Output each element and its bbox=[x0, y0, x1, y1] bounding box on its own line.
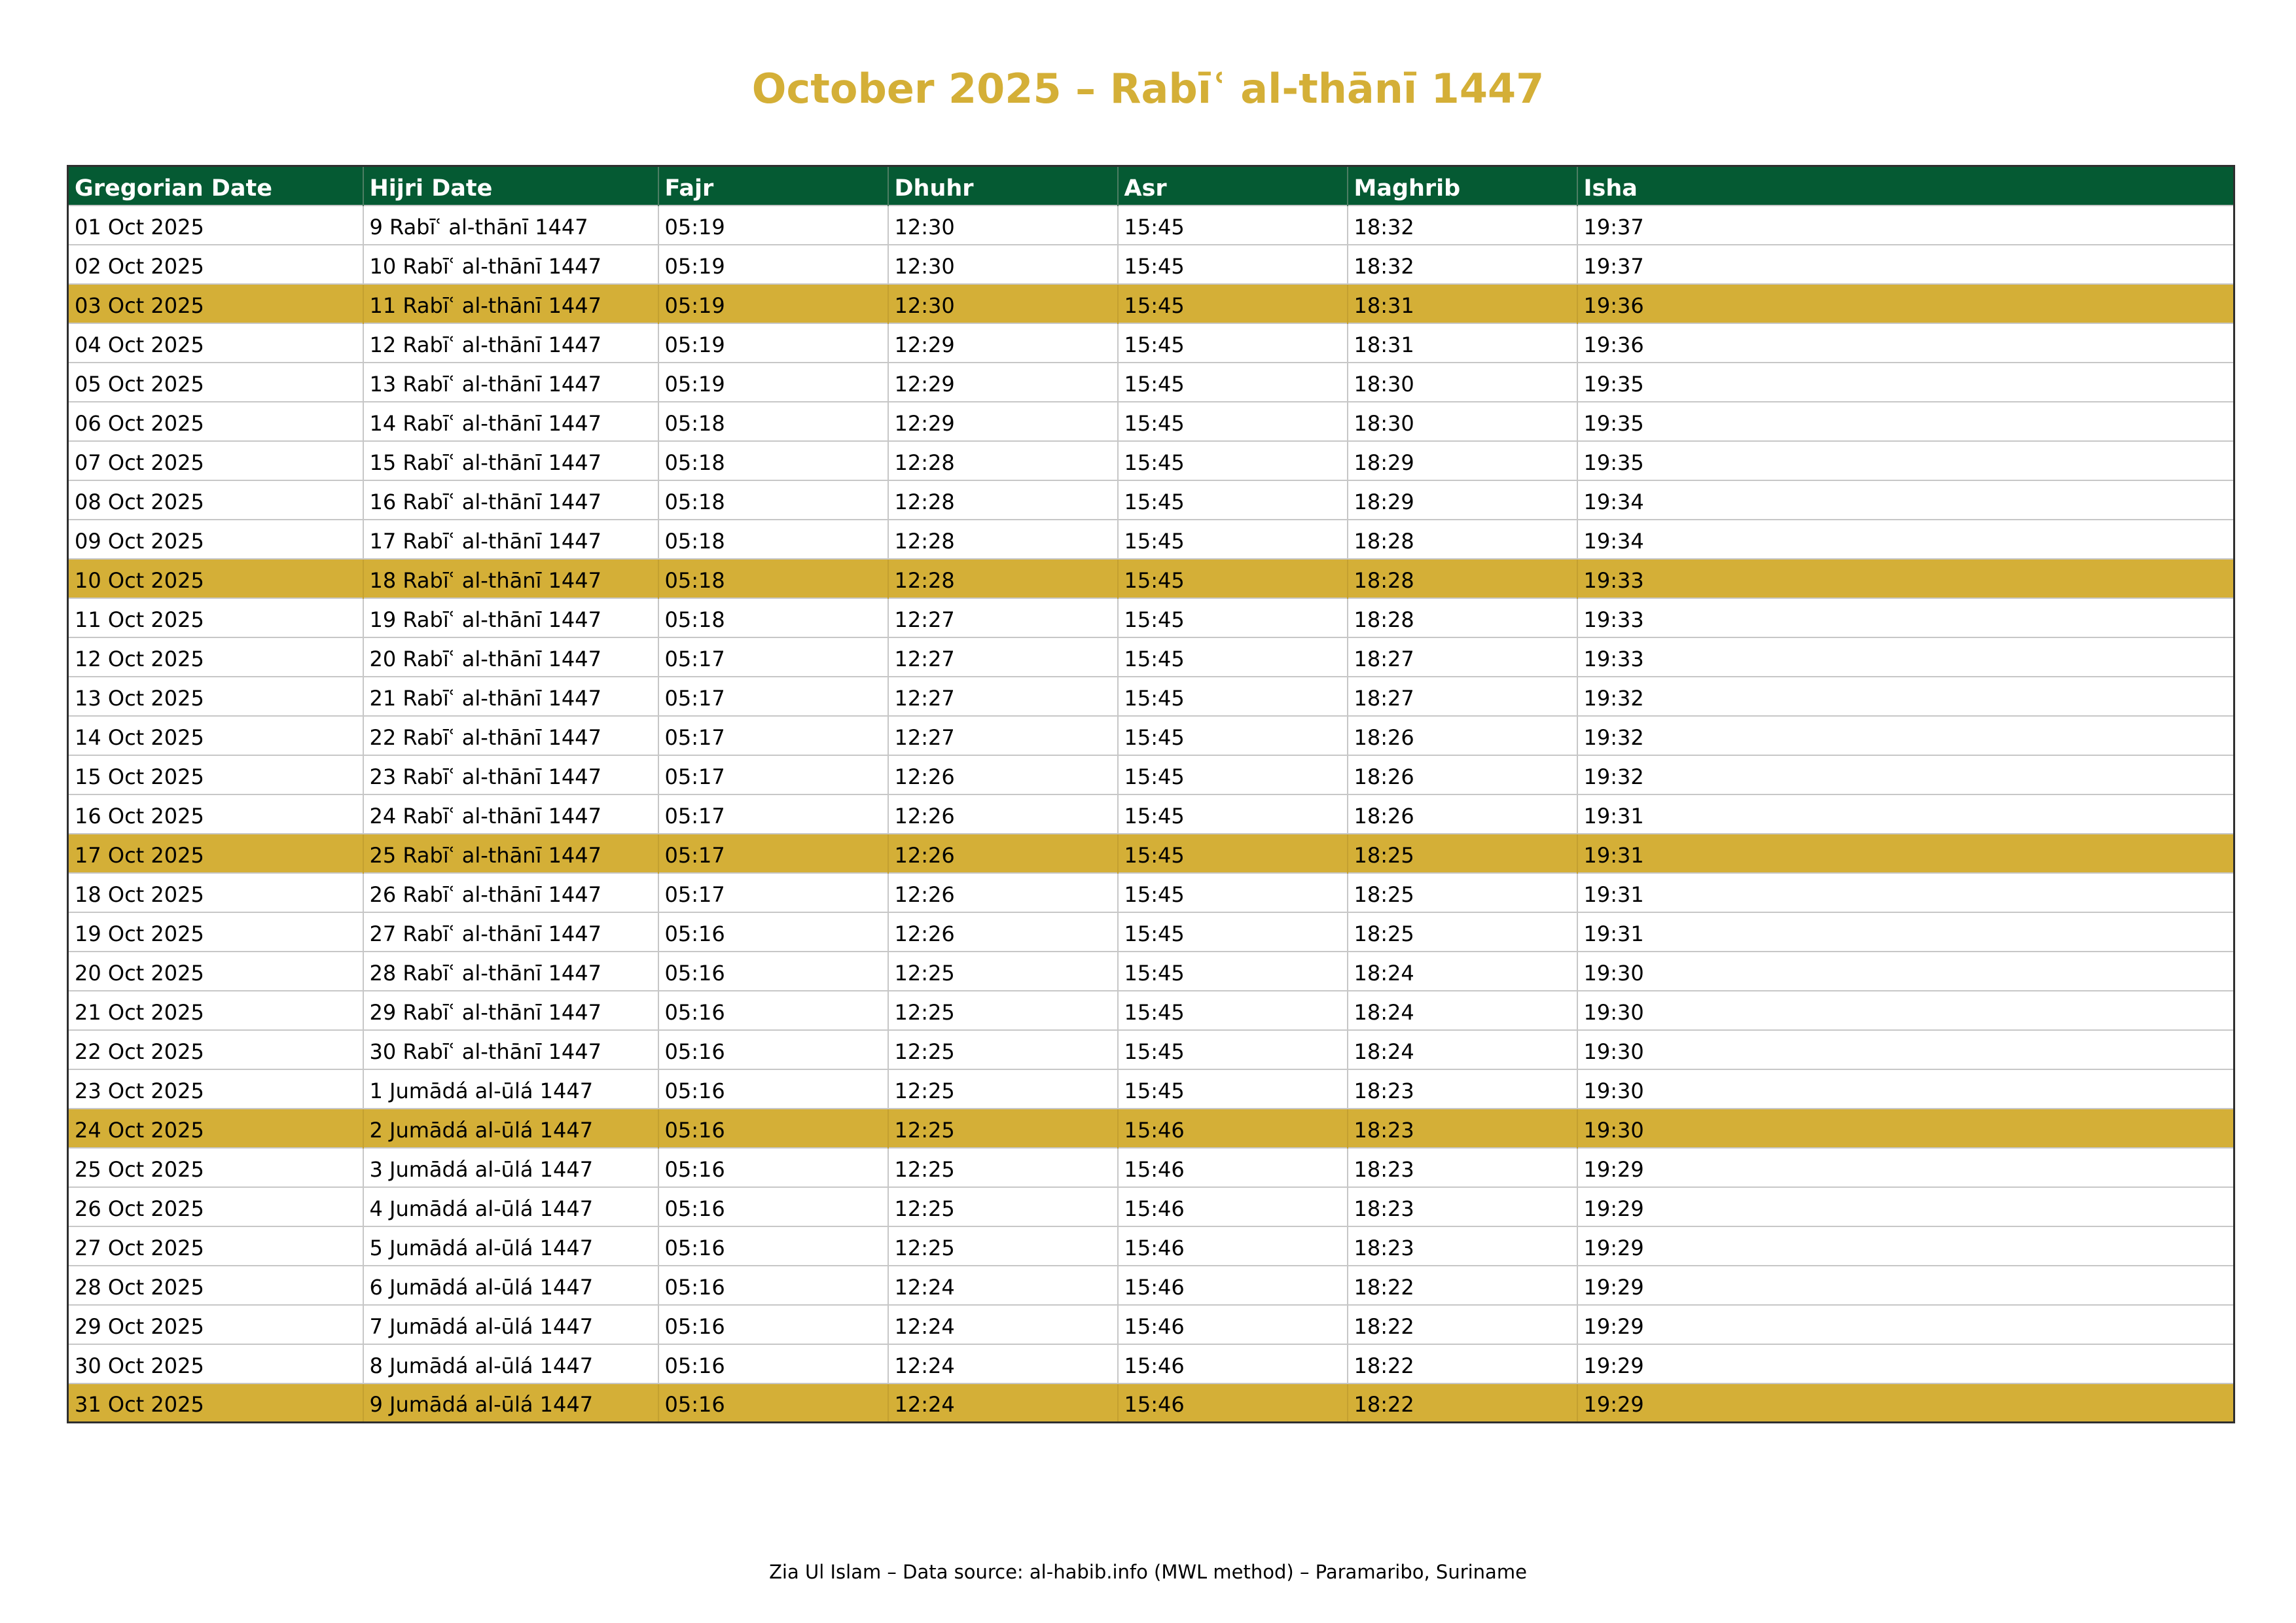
cell-maghrib-time: 18:31 bbox=[1348, 284, 1577, 323]
cell-maghrib-time: 18:28 bbox=[1348, 598, 1577, 637]
cell-isha-time: 19:29 bbox=[1577, 1266, 2234, 1305]
cell-fajr-time: 05:18 bbox=[658, 520, 888, 559]
cell-gregorian-date: 16 Oct 2025 bbox=[68, 794, 363, 834]
cell-gregorian-date: 19 Oct 2025 bbox=[68, 912, 363, 952]
table-row bbox=[68, 1109, 2234, 1148]
cell-dhuhr-time: 12:30 bbox=[888, 284, 1118, 323]
table-row bbox=[68, 480, 2234, 520]
cell-maghrib-time: 18:24 bbox=[1348, 991, 1577, 1030]
cell-isha-time: 19:35 bbox=[1577, 441, 2234, 480]
cell-hijri-date: 5 Jumādá al-ūlá 1447 bbox=[363, 1226, 658, 1266]
cell-asr-time: 15:45 bbox=[1118, 794, 1348, 834]
cell-fajr-time: 05:16 bbox=[658, 1266, 888, 1305]
cell-hijri-date: 22 Rabīʿ al-thānī 1447 bbox=[363, 716, 658, 755]
cell-isha-time: 19:31 bbox=[1577, 873, 2234, 912]
cell-asr-time: 15:45 bbox=[1118, 677, 1348, 716]
cell-maghrib-time: 18:24 bbox=[1348, 1030, 1577, 1069]
cell-fajr-time: 05:16 bbox=[658, 1030, 888, 1069]
cell-asr-time: 15:46 bbox=[1118, 1226, 1348, 1266]
cell-hijri-date: 25 Rabīʿ al-thānī 1447 bbox=[363, 834, 658, 873]
cell-asr-time: 15:45 bbox=[1118, 284, 1348, 323]
cell-gregorian-date: 09 Oct 2025 bbox=[68, 520, 363, 559]
cell-dhuhr-time: 12:28 bbox=[888, 441, 1118, 480]
cell-hijri-date: 3 Jumādá al-ūlá 1447 bbox=[363, 1148, 658, 1187]
cell-fajr-time: 05:19 bbox=[658, 245, 888, 284]
cell-maghrib-time: 18:22 bbox=[1348, 1305, 1577, 1344]
cell-dhuhr-time: 12:28 bbox=[888, 520, 1118, 559]
cell-asr-time: 15:45 bbox=[1118, 1069, 1348, 1109]
table-row bbox=[68, 1305, 2234, 1344]
cell-dhuhr-time: 12:26 bbox=[888, 755, 1118, 794]
cell-asr-time: 15:46 bbox=[1118, 1187, 1348, 1226]
cell-dhuhr-time: 12:25 bbox=[888, 1226, 1118, 1266]
cell-asr-time: 15:46 bbox=[1118, 1344, 1348, 1383]
cell-hijri-date: 12 Rabīʿ al-thānī 1447 bbox=[363, 323, 658, 363]
cell-asr-time: 15:45 bbox=[1118, 834, 1348, 873]
table-row bbox=[68, 559, 2234, 598]
prayer-times-table bbox=[67, 165, 2235, 1423]
table-row bbox=[68, 598, 2234, 637]
cell-gregorian-date: 07 Oct 2025 bbox=[68, 441, 363, 480]
cell-dhuhr-time: 12:27 bbox=[888, 716, 1118, 755]
cell-maghrib-time: 18:23 bbox=[1348, 1109, 1577, 1148]
cell-maghrib-time: 18:22 bbox=[1348, 1344, 1577, 1383]
cell-dhuhr-time: 12:24 bbox=[888, 1305, 1118, 1344]
cell-dhuhr-time: 12:24 bbox=[888, 1266, 1118, 1305]
cell-maghrib-time: 18:23 bbox=[1348, 1226, 1577, 1266]
cell-fajr-time: 05:19 bbox=[658, 205, 888, 245]
cell-dhuhr-time: 12:30 bbox=[888, 205, 1118, 245]
cell-asr-time: 15:45 bbox=[1118, 952, 1348, 991]
cell-hijri-date: 29 Rabīʿ al-thānī 1447 bbox=[363, 991, 658, 1030]
cell-isha-time: 19:33 bbox=[1577, 598, 2234, 637]
cell-dhuhr-time: 12:26 bbox=[888, 834, 1118, 873]
table-row bbox=[68, 1069, 2234, 1109]
cell-maghrib-time: 18:25 bbox=[1348, 873, 1577, 912]
cell-maghrib-time: 18:29 bbox=[1348, 480, 1577, 520]
cell-dhuhr-time: 12:28 bbox=[888, 480, 1118, 520]
cell-isha-time: 19:30 bbox=[1577, 1030, 2234, 1069]
cell-fajr-time: 05:16 bbox=[658, 1305, 888, 1344]
cell-dhuhr-time: 12:25 bbox=[888, 952, 1118, 991]
cell-gregorian-date: 15 Oct 2025 bbox=[68, 755, 363, 794]
cell-fajr-time: 05:17 bbox=[658, 834, 888, 873]
cell-maghrib-time: 18:24 bbox=[1348, 952, 1577, 991]
cell-gregorian-date: 01 Oct 2025 bbox=[68, 205, 363, 245]
cell-fajr-time: 05:16 bbox=[658, 1148, 888, 1187]
table-row bbox=[68, 323, 2234, 363]
cell-hijri-date: 9 Jumādá al-ūlá 1447 bbox=[363, 1383, 658, 1423]
cell-isha-time: 19:35 bbox=[1577, 402, 2234, 441]
cell-maghrib-time: 18:30 bbox=[1348, 402, 1577, 441]
cell-maghrib-time: 18:26 bbox=[1348, 716, 1577, 755]
cell-asr-time: 15:45 bbox=[1118, 873, 1348, 912]
cell-hijri-date: 14 Rabīʿ al-thānī 1447 bbox=[363, 402, 658, 441]
cell-fajr-time: 05:16 bbox=[658, 1109, 888, 1148]
cell-asr-time: 15:45 bbox=[1118, 755, 1348, 794]
table-row bbox=[68, 520, 2234, 559]
cell-maghrib-time: 18:23 bbox=[1348, 1148, 1577, 1187]
cell-asr-time: 15:45 bbox=[1118, 245, 1348, 284]
cell-maghrib-time: 18:26 bbox=[1348, 794, 1577, 834]
cell-hijri-date: 15 Rabīʿ al-thānī 1447 bbox=[363, 441, 658, 480]
table-header-row bbox=[68, 166, 2234, 205]
cell-dhuhr-time: 12:28 bbox=[888, 559, 1118, 598]
column-header-dhuhr: Dhuhr bbox=[888, 166, 1118, 205]
cell-gregorian-date: 27 Oct 2025 bbox=[68, 1226, 363, 1266]
cell-hijri-date: 1 Jumādá al-ūlá 1447 bbox=[363, 1069, 658, 1109]
cell-hijri-date: 13 Rabīʿ al-thānī 1447 bbox=[363, 363, 658, 402]
cell-maghrib-time: 18:25 bbox=[1348, 912, 1577, 952]
cell-asr-time: 15:45 bbox=[1118, 598, 1348, 637]
cell-dhuhr-time: 12:24 bbox=[888, 1344, 1118, 1383]
cell-dhuhr-time: 12:27 bbox=[888, 598, 1118, 637]
cell-gregorian-date: 14 Oct 2025 bbox=[68, 716, 363, 755]
cell-dhuhr-time: 12:27 bbox=[888, 677, 1118, 716]
cell-maghrib-time: 18:32 bbox=[1348, 245, 1577, 284]
footer-source-note: Zia Ul Islam – Data source: al-habib.info (MWL method) – Paramaribo, Suriname bbox=[769, 1561, 1527, 1583]
cell-gregorian-date: 31 Oct 2025 bbox=[68, 1383, 363, 1423]
cell-gregorian-date: 23 Oct 2025 bbox=[68, 1069, 363, 1109]
table-row bbox=[68, 402, 2234, 441]
cell-hijri-date: 4 Jumādá al-ūlá 1447 bbox=[363, 1187, 658, 1226]
cell-gregorian-date: 18 Oct 2025 bbox=[68, 873, 363, 912]
cell-maghrib-time: 18:22 bbox=[1348, 1266, 1577, 1305]
cell-isha-time: 19:31 bbox=[1577, 912, 2234, 952]
cell-isha-time: 19:30 bbox=[1577, 952, 2234, 991]
cell-fajr-time: 05:18 bbox=[658, 598, 888, 637]
cell-dhuhr-time: 12:26 bbox=[888, 873, 1118, 912]
table-row bbox=[68, 1187, 2234, 1226]
cell-maghrib-time: 18:22 bbox=[1348, 1383, 1577, 1423]
cell-gregorian-date: 06 Oct 2025 bbox=[68, 402, 363, 441]
table-row bbox=[68, 991, 2234, 1030]
cell-isha-time: 19:30 bbox=[1577, 1069, 2234, 1109]
table-row bbox=[68, 1266, 2234, 1305]
cell-asr-time: 15:45 bbox=[1118, 402, 1348, 441]
cell-asr-time: 15:45 bbox=[1118, 912, 1348, 952]
table-row bbox=[68, 677, 2234, 716]
cell-asr-time: 15:45 bbox=[1118, 323, 1348, 363]
table-row bbox=[68, 716, 2234, 755]
column-header-isha: Isha bbox=[1577, 166, 2234, 205]
cell-dhuhr-time: 12:27 bbox=[888, 637, 1118, 677]
cell-maghrib-time: 18:25 bbox=[1348, 834, 1577, 873]
cell-fajr-time: 05:16 bbox=[658, 1069, 888, 1109]
cell-isha-time: 19:30 bbox=[1577, 1109, 2234, 1148]
cell-hijri-date: 18 Rabīʿ al-thānī 1447 bbox=[363, 559, 658, 598]
cell-asr-time: 15:45 bbox=[1118, 637, 1348, 677]
cell-isha-time: 19:33 bbox=[1577, 559, 2234, 598]
cell-gregorian-date: 08 Oct 2025 bbox=[68, 480, 363, 520]
cell-hijri-date: 8 Jumādá al-ūlá 1447 bbox=[363, 1344, 658, 1383]
cell-gregorian-date: 28 Oct 2025 bbox=[68, 1266, 363, 1305]
cell-isha-time: 19:33 bbox=[1577, 637, 2234, 677]
cell-isha-time: 19:29 bbox=[1577, 1383, 2234, 1423]
cell-gregorian-date: 17 Oct 2025 bbox=[68, 834, 363, 873]
cell-dhuhr-time: 12:30 bbox=[888, 245, 1118, 284]
cell-fajr-time: 05:17 bbox=[658, 794, 888, 834]
cell-asr-time: 15:45 bbox=[1118, 520, 1348, 559]
table-row bbox=[68, 1030, 2234, 1069]
cell-dhuhr-time: 12:25 bbox=[888, 1030, 1118, 1069]
cell-maghrib-time: 18:27 bbox=[1348, 637, 1577, 677]
cell-fajr-time: 05:18 bbox=[658, 402, 888, 441]
table-row bbox=[68, 794, 2234, 834]
cell-fajr-time: 05:16 bbox=[658, 1187, 888, 1226]
cell-asr-time: 15:45 bbox=[1118, 1030, 1348, 1069]
table-row bbox=[68, 755, 2234, 794]
cell-hijri-date: 6 Jumādá al-ūlá 1447 bbox=[363, 1266, 658, 1305]
cell-isha-time: 19:32 bbox=[1577, 755, 2234, 794]
cell-asr-time: 15:45 bbox=[1118, 559, 1348, 598]
cell-gregorian-date: 02 Oct 2025 bbox=[68, 245, 363, 284]
cell-fajr-time: 05:17 bbox=[658, 755, 888, 794]
cell-isha-time: 19:36 bbox=[1577, 323, 2234, 363]
cell-dhuhr-time: 12:25 bbox=[888, 991, 1118, 1030]
cell-asr-time: 15:45 bbox=[1118, 205, 1348, 245]
cell-gregorian-date: 04 Oct 2025 bbox=[68, 323, 363, 363]
cell-dhuhr-time: 12:29 bbox=[888, 363, 1118, 402]
cell-isha-time: 19:31 bbox=[1577, 794, 2234, 834]
cell-isha-time: 19:30 bbox=[1577, 991, 2234, 1030]
table-row bbox=[68, 284, 2234, 323]
cell-maghrib-time: 18:30 bbox=[1348, 363, 1577, 402]
cell-maghrib-time: 18:28 bbox=[1348, 559, 1577, 598]
cell-asr-time: 15:46 bbox=[1118, 1109, 1348, 1148]
cell-fajr-time: 05:16 bbox=[658, 1226, 888, 1266]
column-header-hijri-date: Hijri Date bbox=[363, 166, 658, 205]
cell-hijri-date: 9 Rabīʿ al-thānī 1447 bbox=[363, 205, 658, 245]
cell-fajr-time: 05:16 bbox=[658, 952, 888, 991]
cell-hijri-date: 10 Rabīʿ al-thānī 1447 bbox=[363, 245, 658, 284]
cell-isha-time: 19:35 bbox=[1577, 363, 2234, 402]
cell-isha-time: 19:34 bbox=[1577, 480, 2234, 520]
cell-fajr-time: 05:19 bbox=[658, 363, 888, 402]
cell-isha-time: 19:36 bbox=[1577, 284, 2234, 323]
cell-hijri-date: 19 Rabīʿ al-thānī 1447 bbox=[363, 598, 658, 637]
cell-isha-time: 19:29 bbox=[1577, 1226, 2234, 1266]
cell-dhuhr-time: 12:26 bbox=[888, 912, 1118, 952]
cell-maghrib-time: 18:31 bbox=[1348, 323, 1577, 363]
table-row bbox=[68, 205, 2234, 245]
cell-gregorian-date: 22 Oct 2025 bbox=[68, 1030, 363, 1069]
cell-asr-time: 15:45 bbox=[1118, 441, 1348, 480]
cell-fajr-time: 05:17 bbox=[658, 637, 888, 677]
cell-gregorian-date: 12 Oct 2025 bbox=[68, 637, 363, 677]
table-row bbox=[68, 441, 2234, 480]
cell-gregorian-date: 20 Oct 2025 bbox=[68, 952, 363, 991]
cell-dhuhr-time: 12:25 bbox=[888, 1069, 1118, 1109]
cell-maghrib-time: 18:32 bbox=[1348, 205, 1577, 245]
table-row bbox=[68, 952, 2234, 991]
cell-asr-time: 15:45 bbox=[1118, 716, 1348, 755]
page-title: October 2025 – Rabīʿ al-thānī 1447 bbox=[751, 65, 1545, 113]
cell-asr-time: 15:46 bbox=[1118, 1305, 1348, 1344]
cell-fajr-time: 05:18 bbox=[658, 480, 888, 520]
cell-gregorian-date: 26 Oct 2025 bbox=[68, 1187, 363, 1226]
cell-hijri-date: 20 Rabīʿ al-thānī 1447 bbox=[363, 637, 658, 677]
cell-asr-time: 15:45 bbox=[1118, 991, 1348, 1030]
cell-hijri-date: 7 Jumādá al-ūlá 1447 bbox=[363, 1305, 658, 1344]
cell-maghrib-time: 18:23 bbox=[1348, 1069, 1577, 1109]
cell-maghrib-time: 18:28 bbox=[1348, 520, 1577, 559]
cell-gregorian-date: 21 Oct 2025 bbox=[68, 991, 363, 1030]
cell-fajr-time: 05:17 bbox=[658, 873, 888, 912]
cell-hijri-date: 27 Rabīʿ al-thānī 1447 bbox=[363, 912, 658, 952]
cell-fajr-time: 05:17 bbox=[658, 716, 888, 755]
table-row bbox=[68, 1344, 2234, 1383]
cell-dhuhr-time: 12:29 bbox=[888, 402, 1118, 441]
table-row bbox=[68, 637, 2234, 677]
column-header-asr: Asr bbox=[1118, 166, 1348, 205]
cell-maghrib-time: 18:27 bbox=[1348, 677, 1577, 716]
cell-gregorian-date: 30 Oct 2025 bbox=[68, 1344, 363, 1383]
cell-gregorian-date: 03 Oct 2025 bbox=[68, 284, 363, 323]
cell-gregorian-date: 10 Oct 2025 bbox=[68, 559, 363, 598]
cell-gregorian-date: 11 Oct 2025 bbox=[68, 598, 363, 637]
cell-isha-time: 19:37 bbox=[1577, 205, 2234, 245]
table-row bbox=[68, 1148, 2234, 1187]
cell-isha-time: 19:31 bbox=[1577, 834, 2234, 873]
cell-asr-time: 15:46 bbox=[1118, 1266, 1348, 1305]
table-row bbox=[68, 363, 2234, 402]
cell-fajr-time: 05:16 bbox=[658, 991, 888, 1030]
cell-isha-time: 19:29 bbox=[1577, 1148, 2234, 1187]
cell-hijri-date: 16 Rabīʿ al-thānī 1447 bbox=[363, 480, 658, 520]
cell-dhuhr-time: 12:24 bbox=[888, 1383, 1118, 1423]
cell-fajr-time: 05:18 bbox=[658, 441, 888, 480]
column-header-gregorian-date: Gregorian Date bbox=[68, 166, 363, 205]
cell-fajr-time: 05:16 bbox=[658, 1344, 888, 1383]
cell-isha-time: 19:32 bbox=[1577, 716, 2234, 755]
cell-hijri-date: 17 Rabīʿ al-thānī 1447 bbox=[363, 520, 658, 559]
table-body bbox=[68, 205, 2234, 1423]
table-row bbox=[68, 873, 2234, 912]
cell-fajr-time: 05:16 bbox=[658, 1383, 888, 1423]
cell-gregorian-date: 24 Oct 2025 bbox=[68, 1109, 363, 1148]
cell-hijri-date: 30 Rabīʿ al-thānī 1447 bbox=[363, 1030, 658, 1069]
cell-gregorian-date: 05 Oct 2025 bbox=[68, 363, 363, 402]
cell-hijri-date: 21 Rabīʿ al-thānī 1447 bbox=[363, 677, 658, 716]
cell-hijri-date: 2 Jumādá al-ūlá 1447 bbox=[363, 1109, 658, 1148]
cell-gregorian-date: 13 Oct 2025 bbox=[68, 677, 363, 716]
cell-hijri-date: 26 Rabīʿ al-thānī 1447 bbox=[363, 873, 658, 912]
cell-fajr-time: 05:17 bbox=[658, 677, 888, 716]
table-row bbox=[68, 245, 2234, 284]
cell-dhuhr-time: 12:25 bbox=[888, 1109, 1118, 1148]
table-row bbox=[68, 834, 2234, 873]
cell-gregorian-date: 29 Oct 2025 bbox=[68, 1305, 363, 1344]
cell-dhuhr-time: 12:25 bbox=[888, 1148, 1118, 1187]
cell-dhuhr-time: 12:25 bbox=[888, 1187, 1118, 1226]
cell-gregorian-date: 25 Oct 2025 bbox=[68, 1148, 363, 1187]
cell-isha-time: 19:29 bbox=[1577, 1187, 2234, 1226]
cell-asr-time: 15:45 bbox=[1118, 363, 1348, 402]
cell-fajr-time: 05:16 bbox=[658, 912, 888, 952]
cell-isha-time: 19:32 bbox=[1577, 677, 2234, 716]
cell-fajr-time: 05:19 bbox=[658, 323, 888, 363]
cell-maghrib-time: 18:29 bbox=[1348, 441, 1577, 480]
cell-fajr-time: 05:19 bbox=[658, 284, 888, 323]
table-row bbox=[68, 1226, 2234, 1266]
cell-maghrib-time: 18:26 bbox=[1348, 755, 1577, 794]
column-header-fajr: Fajr bbox=[658, 166, 888, 205]
cell-hijri-date: 28 Rabīʿ al-thānī 1447 bbox=[363, 952, 658, 991]
cell-hijri-date: 11 Rabīʿ al-thānī 1447 bbox=[363, 284, 658, 323]
cell-isha-time: 19:37 bbox=[1577, 245, 2234, 284]
column-header-maghrib: Maghrib bbox=[1348, 166, 1577, 205]
cell-isha-time: 19:29 bbox=[1577, 1344, 2234, 1383]
cell-isha-time: 19:29 bbox=[1577, 1305, 2234, 1344]
table-row bbox=[68, 1383, 2234, 1423]
cell-dhuhr-time: 12:29 bbox=[888, 323, 1118, 363]
cell-hijri-date: 24 Rabīʿ al-thānī 1447 bbox=[363, 794, 658, 834]
table-row bbox=[68, 912, 2234, 952]
cell-fajr-time: 05:18 bbox=[658, 559, 888, 598]
cell-hijri-date: 23 Rabīʿ al-thānī 1447 bbox=[363, 755, 658, 794]
cell-asr-time: 15:46 bbox=[1118, 1148, 1348, 1187]
cell-maghrib-time: 18:23 bbox=[1348, 1187, 1577, 1226]
cell-asr-time: 15:45 bbox=[1118, 480, 1348, 520]
cell-asr-time: 15:46 bbox=[1118, 1383, 1348, 1423]
cell-isha-time: 19:34 bbox=[1577, 520, 2234, 559]
cell-dhuhr-time: 12:26 bbox=[888, 794, 1118, 834]
